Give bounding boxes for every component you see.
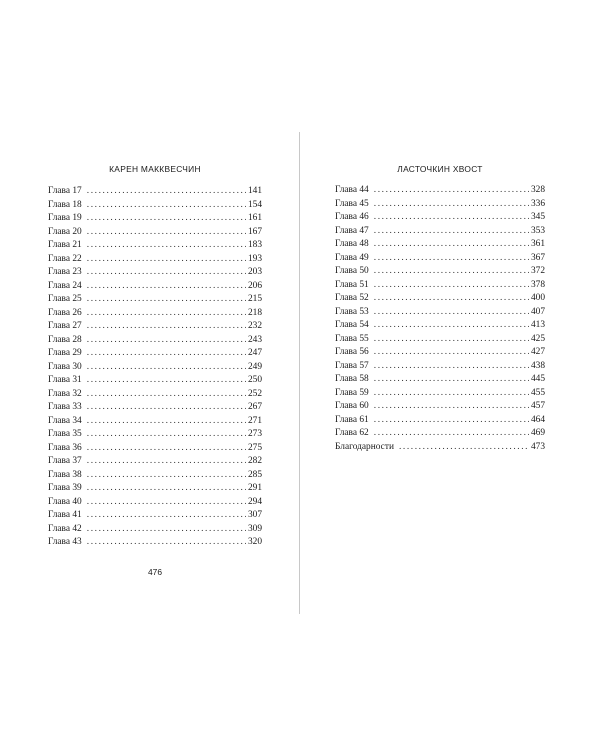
toc-entry [48,226,262,240]
toc-entry-label: Глава 26 [48,307,82,318]
toc-dot-leader [87,361,246,375]
toc-dot-leader [374,184,529,198]
toc-entry-page: 353 [530,225,545,236]
toc-entry [48,455,262,469]
toc-entry-label: Глава 47 [335,225,369,236]
toc-entry-page: 247 [247,348,262,358]
toc-dot-leader [87,293,246,307]
toc-entry [335,360,545,374]
toc-entry-page: 183 [247,240,262,250]
toc-entry-label: Глава 36 [48,442,82,453]
toc-entry-page: 464 [530,414,545,425]
toc-entry-label: Глава 51 [335,279,369,290]
toc-entry [335,373,545,387]
toc-entry-page: 445 [530,374,545,384]
toc-entry [335,198,545,212]
toc-entry [48,469,262,483]
toc-dot-leader [87,307,246,321]
running-head-left: КАРЕН МАККВЕСЧИН [109,164,201,174]
toc-entry [48,482,262,496]
toc-entry [48,239,262,253]
toc-dot-leader [87,509,246,523]
toc-entry-page: 232 [247,321,262,331]
toc-entry [335,225,545,239]
toc-entry [335,346,545,360]
toc-entry-page: 473 [530,441,545,452]
toc-entry-page: 309 [247,523,262,534]
toc-entry [48,347,262,361]
toc-entry-page: 161 [247,213,262,223]
toc-entry-page: 271 [247,415,262,426]
toc-entry-page: 378 [530,279,545,290]
toc-dot-leader [374,414,529,428]
toc-entry-label: Глава 18 [48,199,82,210]
toc-entry-label: Глава 21 [48,240,82,250]
toc-entry-label: Глава 41 [48,510,82,520]
toc-entry-label: Глава 58 [335,374,369,384]
toc-entry-label: Глава 31 [48,375,82,385]
toc-dot-leader [87,496,246,510]
toc-entry [48,361,262,375]
toc-entry-label: Глава 29 [48,348,82,358]
toc-entry [335,387,545,401]
toc-entry-label: Глава 39 [48,483,82,493]
toc-entry-page: 320 [247,537,262,547]
toc-entry [48,266,262,280]
toc-entry-page: 427 [530,347,545,357]
toc-entry-page: 457 [530,401,545,411]
toc-entry-label: Глава 37 [48,456,82,466]
toc-entry-page: 218 [247,307,262,318]
toc-entry [335,184,545,198]
toc-entry [335,238,545,252]
page-number: 476 [148,567,162,577]
toc-entry [335,400,545,414]
toc-entry [48,320,262,334]
toc-entry-label: Глава 35 [48,429,82,439]
toc-entry-label: Глава 53 [335,306,369,317]
toc-dot-leader [374,211,529,225]
toc-entry [48,442,262,456]
toc-entry-page: 336 [530,198,545,209]
toc-entry-page: 249 [247,361,262,372]
toc-entry [48,253,262,267]
toc-dot-leader [87,469,246,483]
toc-entry-label: Глава 54 [335,320,369,330]
toc-entry-label: Глава 48 [335,239,369,249]
toc-dot-leader [374,387,529,401]
toc-entry [335,265,545,279]
toc-entry [48,509,262,523]
toc-entry-page: 455 [530,387,545,398]
toc-dot-leader [87,266,246,280]
toc-entry-page: 367 [530,252,545,263]
toc-entry [335,306,545,320]
toc-entry [48,307,262,321]
toc-entry-label: Глава 25 [48,294,82,304]
toc-list-right [335,184,545,454]
toc-dot-leader [87,482,246,496]
toc-entry-label: Глава 44 [335,185,369,195]
toc-dot-leader [374,333,529,347]
toc-entry-label: Глава 19 [48,213,82,223]
toc-entry-page: 206 [247,280,262,291]
toc-entry-page: 282 [247,456,262,466]
toc-entry [335,279,545,293]
page-gutter-divider [299,132,300,614]
toc-entry [335,427,545,441]
toc-dot-leader [87,455,246,469]
toc-entry [48,374,262,388]
toc-entry-page: 291 [247,483,262,493]
toc-entry-label: Глава 46 [335,212,369,222]
toc-entry-page: 372 [530,266,545,276]
toc-entry [48,334,262,348]
toc-entry-label: Глава 32 [48,388,82,399]
toc-dot-leader [374,360,529,374]
toc-dot-leader [374,225,529,239]
toc-entry-label: Глава 27 [48,321,82,331]
toc-entry-label: Глава 30 [48,361,82,372]
toc-entry-page: 294 [247,496,262,507]
toc-entry-page: 413 [530,320,545,330]
toc-entry-page: 328 [530,185,545,195]
toc-entry-label: Глава 20 [48,226,82,237]
toc-entry [335,414,545,428]
toc-entry-label: Глава 38 [48,469,82,480]
toc-entry [335,292,545,306]
toc-entry [335,441,545,455]
toc-entry-label: Глава 34 [48,415,82,426]
toc-list-left [48,185,262,550]
toc-entry-label: Глава 49 [335,252,369,263]
toc-entry-label: Глава 42 [48,523,82,534]
toc-entry-label: Глава 57 [335,360,369,371]
toc-dot-leader [87,415,246,429]
toc-entry [335,319,545,333]
toc-entry-label: Глава 23 [48,267,82,277]
toc-dot-leader [87,536,246,550]
toc-entry [48,428,262,442]
toc-entry-page: 425 [530,333,545,344]
toc-dot-leader [87,320,246,334]
toc-dot-leader [374,373,529,387]
running-head-right: ЛАСТОЧКИН ХВОСТ [397,164,483,174]
toc-entry [48,523,262,537]
toc-entry-page: 438 [530,360,545,371]
toc-entry-label: Глава 52 [335,293,369,303]
toc-dot-leader [374,306,529,320]
toc-entry [48,536,262,550]
toc-entry [48,280,262,294]
toc-dot-leader [374,319,529,333]
toc-entry-label: Благодарности [335,441,394,452]
toc-dot-leader [87,428,246,442]
toc-entry-page: 361 [530,239,545,249]
toc-entry [335,252,545,266]
toc-dot-leader [374,427,529,441]
toc-entry [335,333,545,347]
toc-dot-leader [87,280,246,294]
toc-entry [335,211,545,225]
toc-entry-page: 407 [530,306,545,317]
toc-dot-leader [374,198,529,212]
toc-dot-leader [87,388,246,402]
toc-entry [48,401,262,415]
toc-dot-leader [374,252,529,266]
toc-dot-leader [374,346,529,360]
toc-dot-leader [87,523,246,537]
toc-entry-label: Глава 40 [48,496,82,507]
toc-entry-page: 203 [247,267,262,277]
toc-entry-label: Глава 61 [335,414,369,425]
toc-dot-leader [87,442,246,456]
toc-entry-label: Глава 50 [335,266,369,276]
toc-entry-label: Глава 60 [335,401,369,411]
toc-entry-page: 154 [247,199,262,210]
toc-dot-leader [87,239,246,253]
toc-entry [48,199,262,213]
toc-entry-page: 250 [247,375,262,385]
toc-entry [48,388,262,402]
toc-entry-label: Глава 56 [335,347,369,357]
toc-entry-label: Глава 45 [335,198,369,209]
toc-entry [48,496,262,510]
toc-entry-page: 275 [247,442,262,453]
toc-dot-leader [374,400,529,414]
toc-dot-leader [87,212,246,226]
toc-dot-leader [87,199,246,213]
toc-entry-page: 267 [247,402,262,412]
toc-entry-label: Глава 22 [48,253,82,264]
toc-entry-label: Глава 59 [335,387,369,398]
toc-entry-page: 167 [247,226,262,237]
toc-entry-label: Глава 24 [48,280,82,291]
toc-entry-page: 252 [247,388,262,399]
toc-entry-page: 243 [247,334,262,345]
toc-entry-page: 469 [530,428,545,438]
toc-entry-label: Глава 43 [48,537,82,547]
toc-entry [48,185,262,199]
toc-dot-leader [87,347,246,361]
toc-dot-leader [87,226,246,240]
toc-entry [48,415,262,429]
toc-entry-page: 273 [247,429,262,439]
toc-dot-leader [374,292,529,306]
toc-entry [48,293,262,307]
toc-dot-leader [87,401,246,415]
toc-entry [48,212,262,226]
toc-dot-leader [374,279,529,293]
toc-dot-leader [399,441,529,455]
toc-entry-page: 193 [247,253,262,264]
toc-dot-leader [374,265,529,279]
toc-entry-label: Глава 55 [335,333,369,344]
toc-entry-page: 141 [247,186,262,196]
toc-entry-label: Глава 33 [48,402,82,412]
toc-entry-page: 215 [247,294,262,304]
toc-entry-label: Глава 28 [48,334,82,345]
toc-dot-leader [374,238,529,252]
toc-dot-leader [87,334,246,348]
toc-entry-page: 345 [530,212,545,222]
toc-dot-leader [87,374,246,388]
toc-entry-label: Глава 17 [48,186,82,196]
toc-dot-leader [87,185,246,199]
toc-entry-page: 285 [247,469,262,480]
toc-entry-page: 307 [247,510,262,520]
toc-entry-page: 400 [530,293,545,303]
toc-entry-label: Глава 62 [335,428,369,438]
toc-dot-leader [87,253,246,267]
